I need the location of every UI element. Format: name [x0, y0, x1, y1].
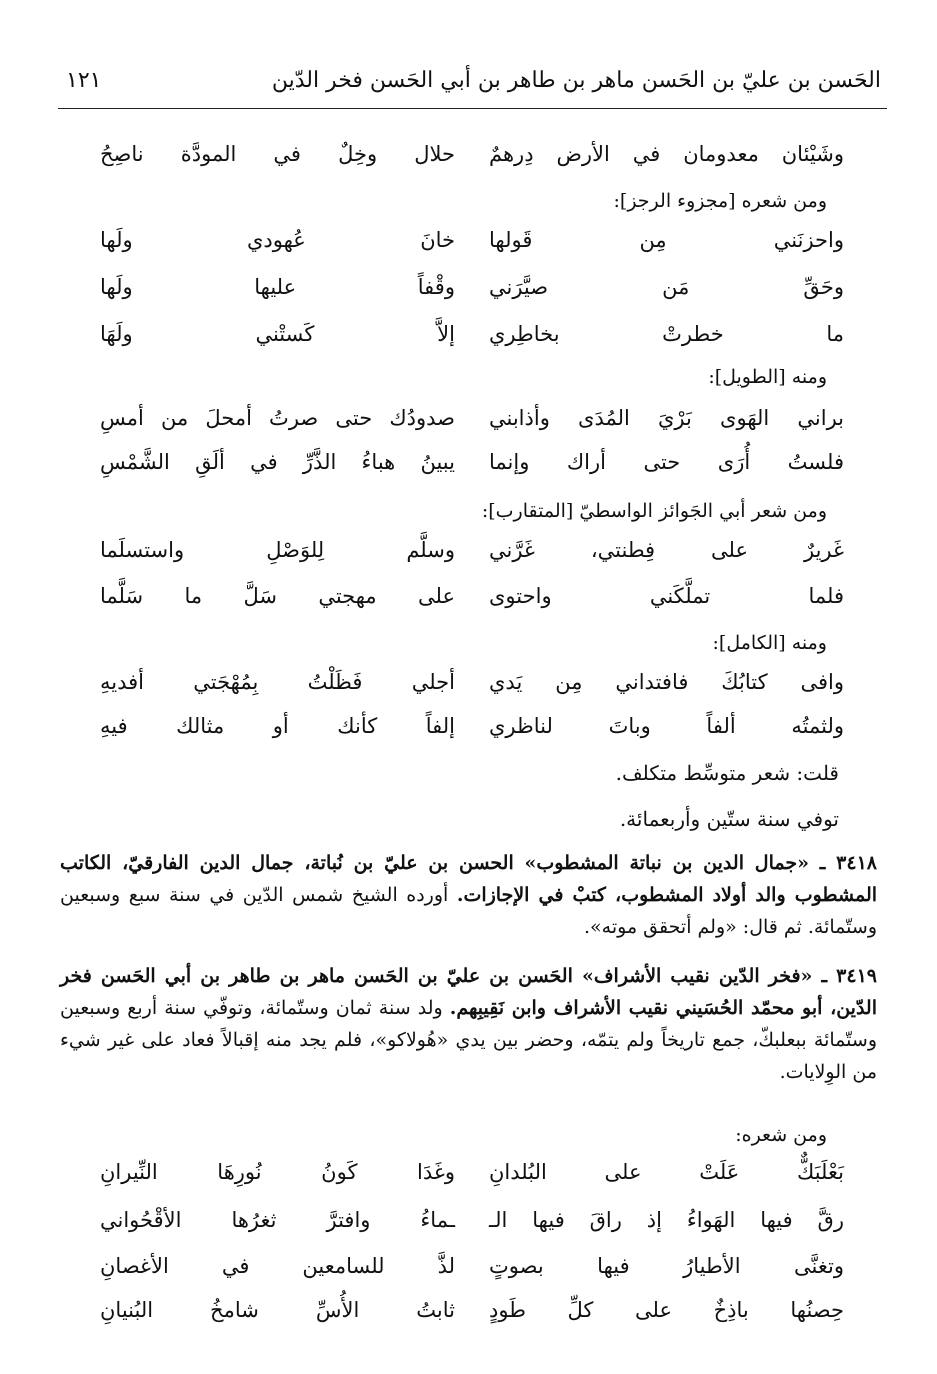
poem-intro: ومن شعره [مجزوء الرجز]:: [613, 190, 827, 212]
verse-line: [100, 1290, 844, 1330]
second-hemistich: وغَدَا كَونُ نُورِهَا النِّيرانِ: [100, 1160, 455, 1184]
running-title: الحَسن بن عليّ بن الحَسن ماهر بن طاهر بن أبي الحَسن فخر الدّين: [271, 68, 881, 93]
verse-line: [100, 1200, 844, 1240]
second-hemistich: خانَ عُهودي ولَها: [100, 228, 455, 252]
poem-intro: ومنه [الطويل]:: [708, 366, 827, 388]
second-hemistich: ثابتُ الأُسِّ شامخُ البُنيانِ: [100, 1298, 455, 1322]
first-hemistich: غَريرٌ على فِطنتي، غَرَّني: [489, 538, 844, 562]
running-header: [58, 62, 887, 109]
first-hemistich: واحزنَني مِن قَولها: [489, 228, 844, 252]
verse-line: [100, 662, 844, 702]
second-hemistich: ـماءُ وافترَّ ثغرُها الأقْحُواني: [100, 1208, 455, 1232]
entry-heading: ٣٤١٩ ـ «فخر الدّين نقيب الأشراف» الحَسن بن عليّ بن الحَسن ماهر بن طاهر بن أبي الحَسن فخر الدّين، أبو محمّد الحُسَيني نقيب الأشراف وابن نَقِيبِهم.: [60, 965, 877, 1019]
second-hemistich: حلال وخِلٌ في المودَّة ناصِحُ: [100, 142, 455, 166]
first-hemistich: رقَّ فيها الهَواءُ إذ راقَ فيها الـ: [489, 1208, 844, 1232]
verse-line: [100, 1152, 844, 1192]
first-hemistich: وشَيْئان معدومان في الأرض دِرهمٌ: [489, 142, 844, 166]
verse-line: [100, 442, 844, 482]
second-hemistich: يبينُ هباءُ الذَّرِّ في ألَقِ الشَّمْسِ: [100, 450, 455, 474]
second-hemistich: إلفاً كأنك أو مثالك فيهِ: [100, 714, 455, 738]
entry-3419: [60, 960, 877, 1088]
verse-line: [100, 530, 844, 570]
verse-line: [100, 267, 844, 307]
first-hemistich: فلما تملَّكَني واحتوى: [489, 584, 844, 608]
entry-3418: [60, 847, 877, 943]
second-hemistich: أجلي فَظَلْتُ بِمُهْجَتي أفديهِ: [100, 670, 455, 694]
remark: قلت: شعر متوسِّط متكلف.: [615, 761, 839, 785]
verse-line: [100, 134, 844, 174]
second-hemistich: على مهجتي سَلَّ ما سَلَّما: [100, 584, 455, 608]
first-hemistich: ما خطرتْ بخاطِري: [489, 322, 844, 346]
first-hemistich: بَعْلَبَكٌّ عَلَتْ على البُلدانِ: [489, 1160, 844, 1184]
verse-line: [100, 1246, 844, 1286]
second-hemistich: إلاَّ كَستْني ولَهَا: [100, 322, 455, 346]
entry-heading: ٣٤١٨ ـ «جمال الدين بن نباتة المشطوب» الحسن بن عليّ بن نُباتة، جمال الدين الفارقيّ، الكاتب المشطوب والد أولاد المشطوب، كتبْ في الإجازات.: [60, 852, 878, 906]
first-hemistich: وافى كتابُكَ فافتداني مِن يَدي: [489, 670, 844, 694]
page-number: ١٢١: [66, 68, 102, 93]
poem-intro: ومن شعر أبي الجَوائز الواسطيّ [المتقارب]:: [481, 500, 827, 522]
verse-line: [100, 398, 844, 438]
first-hemistich: حِصنُها باذِخٌ على كلِّ طَودٍ: [489, 1298, 844, 1322]
first-hemistich: ولثمتُه ألفاً وباتَ لناظري: [489, 714, 844, 738]
verse-line: [100, 314, 844, 354]
entry-body: ولد سنة ثمان وستّمائة، وتوفّي سنة أربع وسبعين وستّمائة ببعلبكّ، جمع تاريخاً ولم يتمّه، وحضر بين يدي «هُولاكو»، فلم يجد منه إقبالاً فعاد على غير شيء من الوِلايات.: [60, 997, 877, 1083]
first-hemistich: فلستُ أُرَى حتى أراك وإنما: [489, 450, 844, 474]
verse-line: [100, 220, 844, 260]
verse-line: [100, 576, 844, 616]
second-hemistich: وقْفاً عليها ولَها: [100, 275, 455, 299]
first-hemistich: براني الهَوى بَرْيَ المُدَى وأذابني: [489, 406, 844, 430]
death-note: توفي سنة ستّين وأربعمائة.: [619, 807, 839, 831]
poem-intro: ومنه [الكامل]:: [712, 632, 827, 654]
second-hemistich: وسلَّم لِلوَصْلِ واستسلَما: [100, 538, 455, 562]
verse-line: [100, 706, 844, 746]
first-hemistich: وحَقِّ مَن صيَّرَني: [489, 275, 844, 299]
first-hemistich: وتغنَّى الأطيارُ فيها بصوتٍ: [489, 1254, 844, 1278]
poem-intro: ومن شعره:: [735, 1124, 827, 1146]
entry-body: أورده الشيخ شمس الدّين في سنة سبع وسبعين وستّمائة. ثم قال: «ولم أتحقق موته».: [60, 884, 877, 938]
second-hemistich: صدودُك حتى صرتُ أمحلَ من أمسِ: [100, 406, 455, 430]
second-hemistich: لذَّ للسامعين في الأغصانِ: [100, 1254, 455, 1278]
